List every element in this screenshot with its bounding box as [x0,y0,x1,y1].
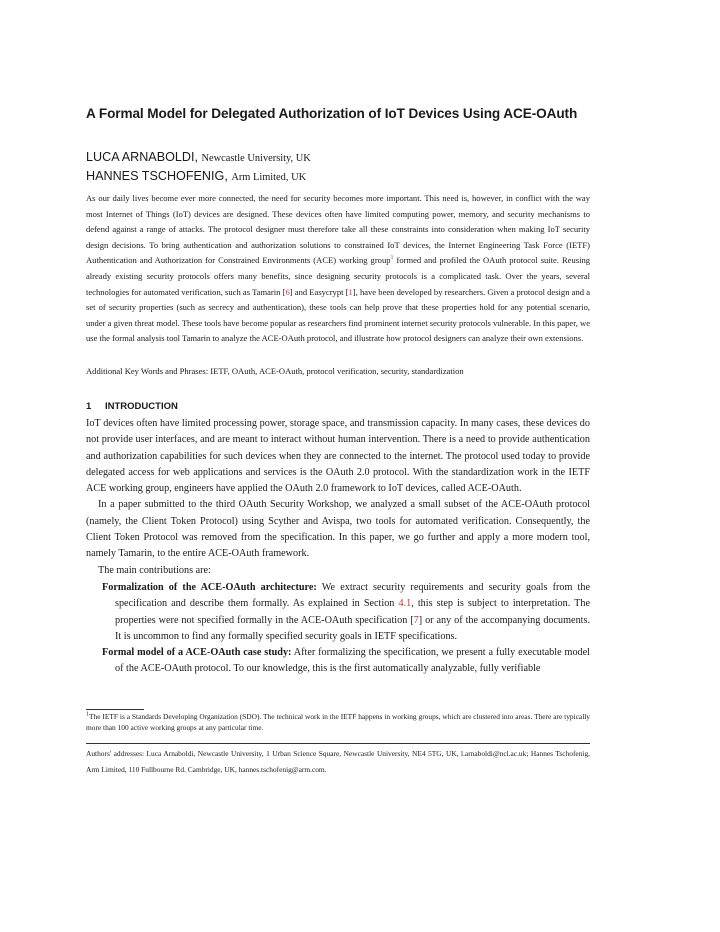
author-affiliation: Newcastle University, UK [201,153,311,164]
authors-addresses: Authors' addresses: Luca Arnaboldi, Newcastle University, 1 Urban Science Square, Newcastle University, NE4 5TG, UK, l.arnaboldi@ncl.ac.uk; Hannes Tschofenig, Arm Limited, 110 Fullbourne Rd. Cambridge, UK, hannes.tschofenig@arm.com. [86,749,590,774]
section-heading [86,401,178,412]
address-divider [86,743,590,744]
footnote: $^1$The IETF is a Standards Developing Organization (SDO). The technical work in the IETF happens in working groups, which are clustered into areas. There are typically more than 100 active working groups at any particular time. [86,711,590,732]
footnote-number: 1 [86,711,89,718]
contribution-item: Formal model of a ACE-OAuth case study: After formalizing the specification, we present a fully executable model of the ACE-OAuth protocol. To our knowledge, this is the first automatically analyzable, fully verifiable [102,647,590,675]
contribution-label: Formal model of a ACE-OAuth case study: [102,647,292,659]
citation-link[interactable]: 7 [413,614,419,626]
author-name: LUCA ARNABOLDI, [86,150,198,164]
section-number: 1 [86,401,92,412]
paragraph: The main contributions are: [98,564,211,576]
author-1 [86,150,311,164]
section-title: INTRODUCTION [105,401,178,412]
contribution-label: Formalization of the ACE-OAuth architecture: [102,581,317,593]
paragraph: In a paper submitted to the third OAuth Security Workshop, we analyzed a small subset of the ACE-OAuth protocol (namely, the Client Token Protocol) using Scyther and Avispa, two tools for automated verification. Consequently, the Client Token Protocol was removed from the specification. In this paper, we go further and apply a more modern tool, namely Tamarin, to the entire ACE-OAuth framework. [86,499,590,560]
introduction-body [86,416,590,678]
abstract: As our daily lives become ever more connected, the need for security becomes more important. This need is, however, in conflict with the way most Internet of Things (IoT) devices are designed. These devices often have limited computing power, memory, and security mechanisms to defend against a range of attacks. The protocol designer must therefore take all these constraints into consideration when making IoT security design decisions. To bring authentication and authorization solutions to constrained IoT devices, the Internet Engineering Task Force (IETF) Authentication and Authorization for Constrained Environments (ACE) working group$^1$ formed and profiled the OAuth protocol suite. Reusing already existing security protocols offers many benefits, since designing security protocols is a complicated task. Over the years, several technologies for automated verification, such as Tamarin [6] and Easycrypt [1], have been developed by researchers. Given a protocol design and a set of security properties (such as secrecy and authentication), these tools can help prove that these properties hold for any potential scenario, under a given threat model. These tools have become popular as researchers find prominent internet security protocols vulnerable. In this paper, we use the formal analysis tool Tamarin to analyze the ACE-OAuth protocol, and illustrate how protocol designers can analyze their own extensions. [86,193,590,344]
citation-link[interactable]: 1 [348,286,353,297]
keywords: Additional Key Words and Phrases: IETF, OAuth, ACE-OAuth, protocol verification, security, standardization [86,366,464,376]
footnote-marker[interactable]: 1 [390,255,394,262]
author-affiliation: Arm Limited, UK [231,172,307,183]
footnote-divider [86,709,144,710]
paragraph: IoT devices often have limited processing power, storage space, and transmission capacity. In many cases, these devices do not provide user interfaces, and are meant to interact without human intervention. There is a need to provide authentication and authorization capabilities for such devices when they are connected to the internet. The protocol used today to provide delegated access for web applications and services is the OAuth 2.0 protocol. With the standardization work in the IETF ACE working group, engineers have applied the OAuth 2.0 framework to IoT devices, called ACE-OAuth. [86,418,590,495]
citation-link[interactable]: 6 [285,286,290,297]
section-link[interactable]: 4.1 [398,598,412,610]
contribution-item: Formalization of the ACE-OAuth architecture: We extract security requirements and security goals from the specification and describe them formally. As explained in Section 4.1, this step is subject to interpretation. The properties were not specified formally in the ACE-OAuth specification [7] or any of the accompanying documents. It is uncommon to find any formally specified security goals in IETF specifications. [102,581,590,642]
paper-title: A Formal Model for Delegated Authorization of IoT Devices Using ACE-OAuth [86,106,578,121]
author-name: HANNES TSCHOFENIG, [86,169,228,183]
author-2 [86,169,306,183]
